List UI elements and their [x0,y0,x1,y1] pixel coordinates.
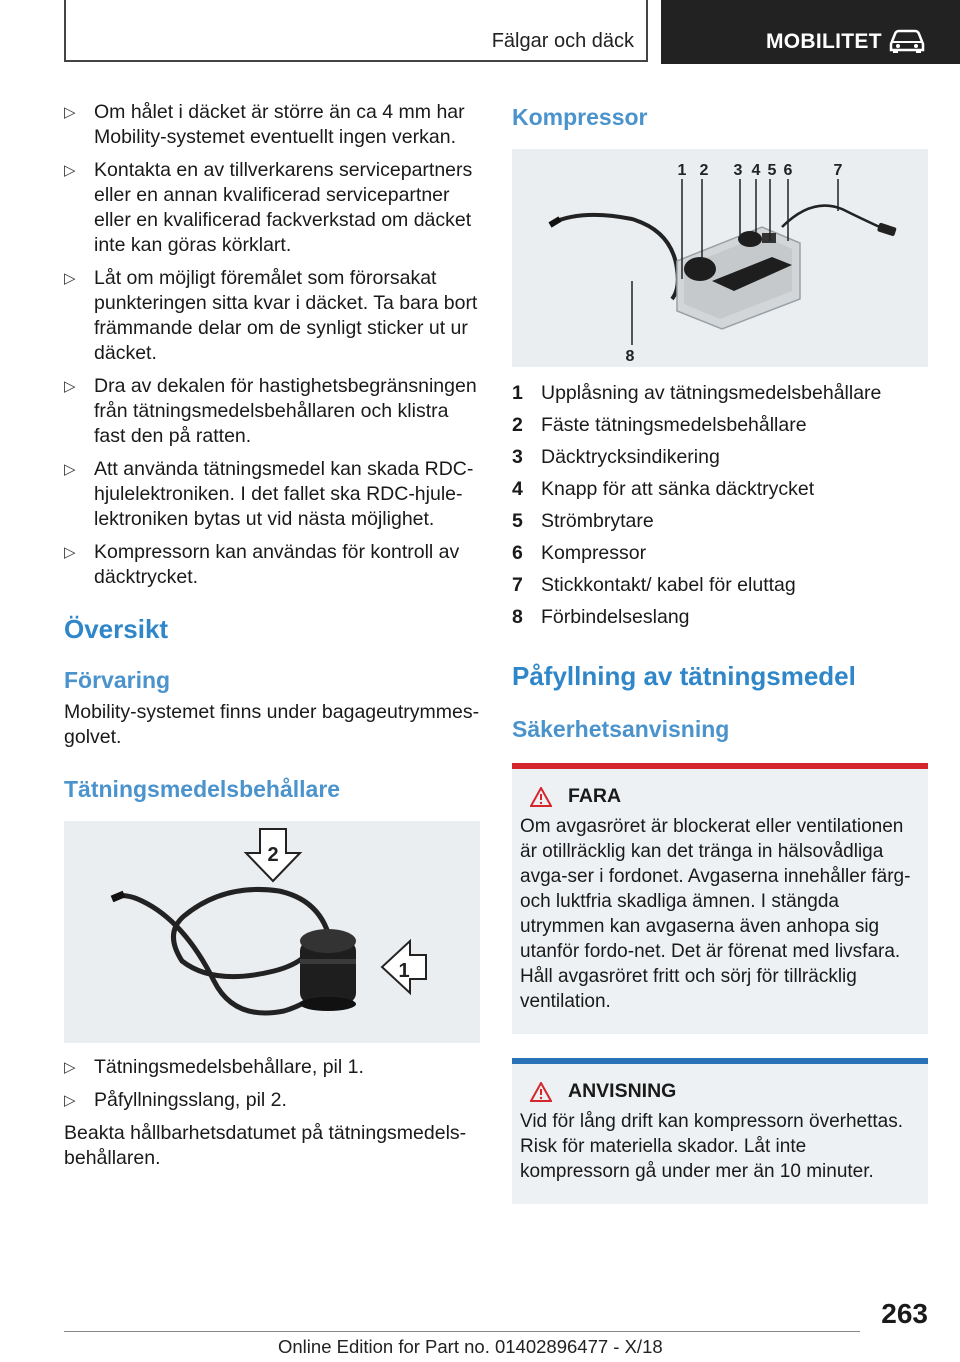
warning-triangle-icon [530,787,552,807]
list-item: ▷ Tätningsmedelsbehållare, pil 1. [64,1056,364,1078]
list-item: ▷ Att använda tätningsmedel kan skada RDC-hjulelektroniken. I det fallet ska RDC-hjule-lektroniken bytas ut vid nästa möjlighet. [64,458,474,530]
sealant-list [64,1055,480,1113]
right-column [512,100,928,1204]
danger-notice [512,763,928,1034]
figure-label-1: 1 [677,162,687,179]
legend-item: 6 Kompressor [512,542,647,564]
notice-text: Vid för lång drift kan kompressorn överhettas. Risk för materiella skador. Låt inte kompressorn gå under mer än 10 minuter. [520,1111,904,1182]
figure-label-2: 2 [267,844,279,866]
figure-label-5: 5 [767,162,777,179]
triangle-bullet-icon: ▷ [64,162,76,179]
storage-text: Mobility-systemet finns under bagageutrymmes-golvet. [64,701,480,748]
triangle-bullet-icon: ▷ [64,461,76,478]
legend-item: 5 Strömbrytare [512,510,654,532]
tips-list [64,100,480,590]
figure-label-8: 8 [625,348,635,365]
triangle-bullet-icon: ▷ [64,1092,76,1109]
warning-triangle-icon [530,1082,552,1102]
overview-heading: Översikt [64,614,169,644]
triangle-bullet-icon: ▷ [64,1059,76,1076]
compressor-heading: Kompressor [512,104,648,130]
left-column [64,100,480,1171]
compressor-illustration [512,149,928,367]
triangle-bullet-icon: ▷ [64,544,76,561]
figure-label-7: 7 [833,162,843,179]
sealant-container-illustration [64,821,480,1043]
header-section-title: Fälgar och däck [491,30,634,52]
danger-bar [512,763,928,769]
figure-label-1: 1 [398,960,410,982]
header-chapter-label: MOBILITET [766,30,882,53]
footer-edition: Online Edition for Part no. 01402896477 - X/18 [278,1336,663,1357]
list-item: ▷ Dra av dekalen för hastighetsbegränsningen från tätningsmedelsbehållaren och klistra fast den på ratten. [64,375,477,447]
figure-label-2: 2 [699,162,709,179]
sealant-heading: Tätningsmedelsbehållare [64,776,341,802]
notice-bar [512,1058,928,1064]
safety-heading: Säkerhetsanvisning [512,716,730,742]
list-item: ▷ Kontakta en av tillverkarens servicepartners eller en annan kvalificerad servicepartner eller en kvalificerad fackverkstad om däcket inte kan göras körklart. [64,159,473,256]
page-number: 263 [881,1298,928,1329]
list-item: ▷ Kompressorn kan användas för kontroll av däcktrycket. [64,541,460,588]
legend-item: 3 Däcktrycksindikering [512,446,720,468]
legend-item: 1 Upplåsning av tätningsmedelsbehållare [512,382,882,404]
compressor-figure [512,149,928,367]
notice-title: ANVISNING [568,1080,677,1102]
car-icon [887,28,927,54]
figure-label-4: 4 [751,162,761,179]
triangle-bullet-icon: ▷ [64,104,76,121]
triangle-bullet-icon: ▷ [64,270,76,287]
footer-divider [64,1331,860,1332]
header-section-box [64,0,648,62]
legend-item: 4 Knapp för att sänka däcktrycket [512,478,815,500]
danger-title: FARA [568,785,622,807]
list-item: ▷ Om hålet i däcket är större än ca 4 mm har Mobility-systemet eventuellt ingen verkan. [64,101,465,148]
list-item: ▷ Påfyllningsslang, pil 2. [64,1089,287,1111]
refill-heading: Påfyllning av tätningsmedel [512,661,856,691]
sealant-note: Beakta hållbarhetsdatumet på tätningsmedels-behållaren. [64,1122,467,1169]
list-item: ▷ Låt om möjligt föremålet som förorsakat punkteringen sitta kvar i däcket. Ta bara bort främmande delar om de synligt sticker ut ur däcket. [64,267,478,364]
figure-label-3: 3 [733,162,743,179]
legend-item: 2 Fäste tätningsmedelsbehållare [512,414,807,436]
danger-text: Om avgasröret är blockerat eller ventilationen är otillräcklig kan det tränga in hälsovådliga avga-ser i fordonet. Avgaserna innehåller färg- och luktfria skadliga ämnen. I stängda utrymmen kan avgaserna även anhopa sig utanför fordo-net. Det är förenat med livsfara. Håll avgasröret fritt och sörj för tillräcklig ventilation. [520,816,911,1012]
header-chapter-tab [661,0,960,64]
figure-label-6: 6 [783,162,793,179]
compressor-legend [512,377,928,633]
sealant-container-figure [64,821,480,1043]
storage-heading: Förvaring [64,667,171,693]
info-notice [512,1058,928,1204]
legend-item: 7 Stickkontakt/ kabel för eluttag [512,574,796,596]
legend-item: 8 Förbindelseslang [512,606,690,628]
triangle-bullet-icon: ▷ [64,378,76,395]
